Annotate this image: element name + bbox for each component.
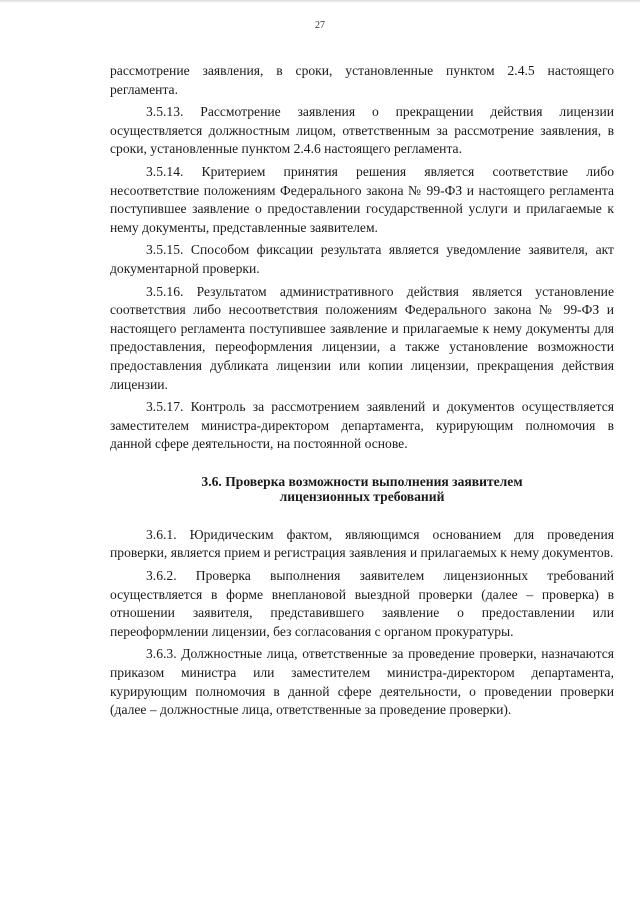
- paragraph-3-6-3: 3.6.3. Должностные лица, ответственные за проведение проверки, назначаются приказом министра или заместителем министра-директором департамента, курирующим полномочия в данной сфере деятельности, о проведении проверки (далее – должностные лица, ответственные за проведение проверки).: [110, 646, 614, 718]
- paragraph-3-5-14: 3.5.14. Критерием принятия решения является соответствие либо несоответствие положениям Федерального закона № 99-ФЗ и настоящего регламента поступившее заявление о предоставлении государственной услуги и прилагаемые к нему документы, представленные заявителем.: [110, 163, 614, 235]
- paragraph-3-6-1: 3.6.1. Юридическим фактом, являющимся основанием для проведения проверки, является прием и регистрация заявления и прилагаемых к нему документов.: [110, 526, 614, 561]
- paragraph-3-5-15: 3.5.15. Способом фиксации результата является уведомление заявителя, акт документарной проверки.: [110, 242, 614, 276]
- paragraph-continuation: рассмотрение заявления, в сроки, установленные пунктом 2.4.5 настоящего регламента.: [110, 63, 614, 97]
- document-body: [110, 62, 614, 724]
- page-number: 27: [315, 20, 325, 31]
- section-heading-line-2: лицензионных требований: [279, 488, 445, 504]
- section-heading-line-1: 3.6. Проверка возможности выполнения заявителем: [201, 473, 523, 489]
- section-heading: [110, 474, 614, 504]
- paragraph-3-6-2: 3.6.2. Проверка выполнения заявителем лицензионных требований осуществляется в форме внеплановой выездной проверки (далее – проверка) в отношении заявителя, представившего заявление о предоставлении или переоформлении лицензии, без согласования с органом прокуратуры.: [110, 568, 614, 639]
- scan-edge: [0, 0, 640, 3]
- paragraph-3-5-16: 3.5.16. Результатом административного действия является установление соответствия либо несоответствия положениям Федерального закона № 99-ФЗ и настоящего регламента поступившее заявление и прилагаемые к нему документы для предоставления, переоформления лицензии, а также установление возможности предоставления дубликата лицензии или копии лицензии, прекращения действия лицензии.: [110, 283, 614, 392]
- paragraph-3-5-17: 3.5.17. Контроль за рассмотрением заявлений и документов осуществляется заместителем министра-директором департамента, курирующим полномочия в данной сфере деятельности, на постоянной основе.: [110, 399, 614, 452]
- paragraph-3-5-13: 3.5.13. Рассмотрение заявления о прекращении действия лицензии осуществляется должностным лицом, ответственным за рассмотрение заявления, в сроки, установленные пунктом 2.4.6 настоящего регламента.: [110, 104, 614, 157]
